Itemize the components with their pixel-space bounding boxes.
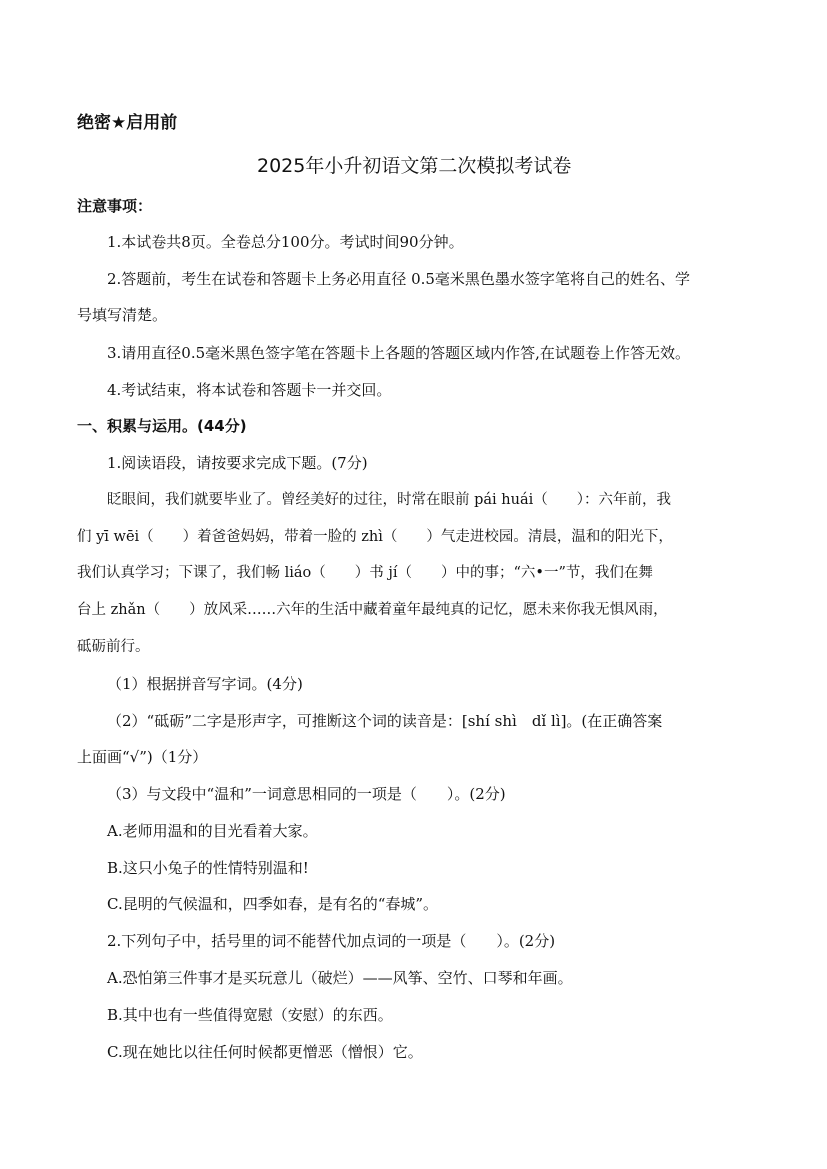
option: C.昆明的气候温和，四季如春，是有名的“春城”。 (107, 895, 439, 913)
notice-item: 号填写清楚。 (77, 306, 168, 324)
option: C.现在她比以往任何时候都更憎恶（憎恨）它。 (107, 1043, 423, 1061)
option: B.这只小兔子的性情特别温和! (107, 859, 309, 877)
option: B.其中也有一些值得宽慰（安慰）的东西。 (107, 1006, 393, 1024)
notice-item: 3.请用直径0.5毫米黑色签字笔在答题卡上各题的答题区域内作答,在试题卷上作答无效。 (107, 344, 690, 362)
notice-item: 4.考试结束，将本试卷和答题卡一并交回。 (107, 381, 392, 399)
passage-line: 眨眼间，我们就要毕业了。曾经美好的过往，时常在眼前 pái huái（ ）：六年前，我 (107, 492, 671, 508)
sub-question: （3）与文段中“温和”一词意思相同的一项是（ ）。(2分) (107, 785, 506, 803)
passage-line: 台上 zhǎn（ ）放风采……六年的生活中藏着童年最纯真的记忆，愿未来你我无惧风雨， (77, 602, 668, 618)
question-prompt: 2.下列句子中，括号里的词不能替代加点词的一项是（ ）。(2分) (107, 932, 556, 950)
sub-question: （2）“砥砺”二字是形声字，可推断这个词的读音是：[shí shì dǐ lì]。(在正确答案 (107, 712, 663, 730)
sub-question: （1）根据拼音写字词。(4分) (107, 675, 303, 693)
notice-item: 2.答题前，考生在试卷和答题卡上务必用直径 0.5毫米黑色墨水签字笔将自己的姓名、学 (107, 270, 690, 288)
passage-line: 我们认真学习；下课了，我们畅 liáo（ ）书 jí（ ）中的事；“六•一”节，我们在舞 (77, 565, 653, 581)
notice-item: 1.本试卷共8页。全卷总分100分。考试时间90分钟。 (107, 233, 464, 251)
passage-line: 砥砺前行。 (77, 639, 150, 655)
question-prompt: 1.阅读语段，请按要求完成下题。(7分) (107, 454, 368, 472)
section-heading: 一、积累与运用。(44分) (77, 417, 247, 435)
option: A.老师用温和的目光看着大家。 (107, 822, 318, 840)
page-title: 2025年小升初语文第二次模拟考试卷 (257, 155, 572, 177)
notice-heading: 注意事项： (77, 197, 153, 215)
passage-line: 们 yī wēi（ ）着爸爸妈妈，带着一脸的 zhì（ ）气走进校园。清晨，温和的阳光下， (77, 529, 673, 545)
option: A.恐怕第三件事才是买玩意儿（破烂）——风筝、空竹、口琴和年画。 (107, 969, 573, 987)
secret-label: 绝密★启用前 (77, 113, 178, 133)
sub-question: 上面画“√”)（1分） (77, 748, 208, 766)
